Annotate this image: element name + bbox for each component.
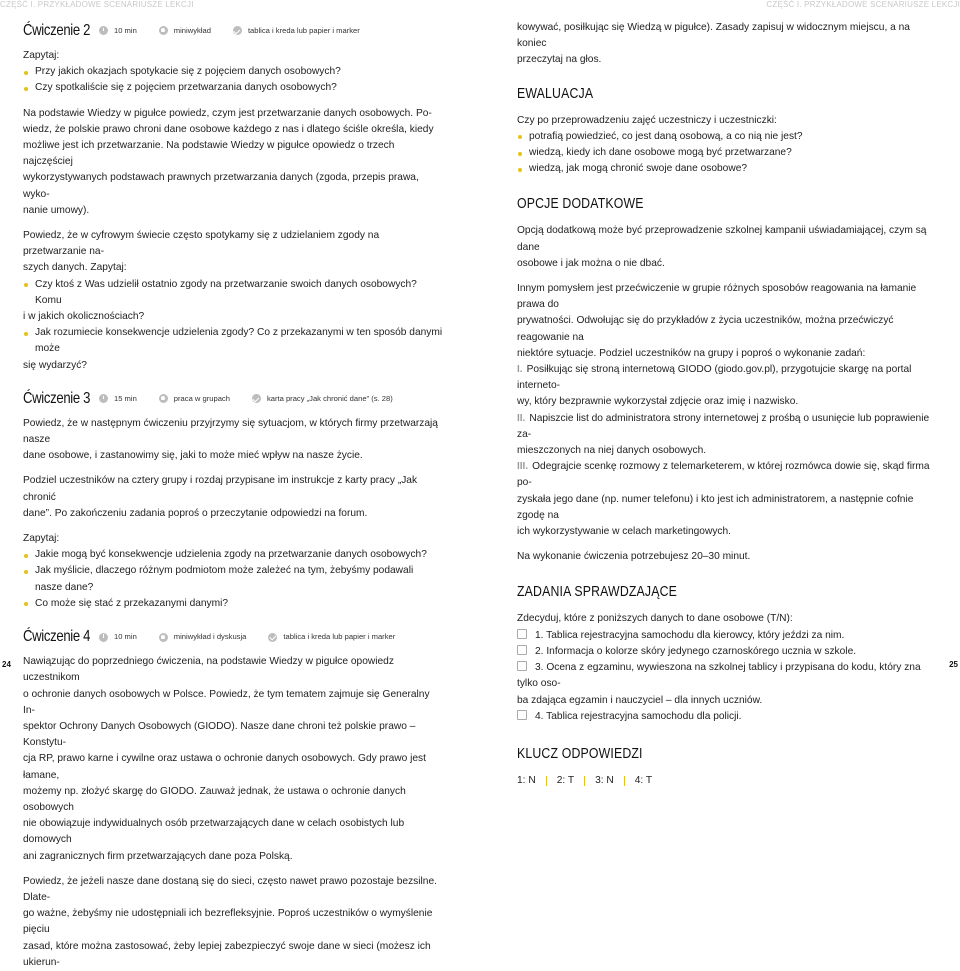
section-title-options: OPCJE DODATKOWE <box>517 195 644 213</box>
paragraph: Czy po przeprowadzeniu zajęć uczestniczy i uczestniczki: <box>517 114 777 126</box>
list-item: Jak rozumiecie konsekwencje udzielenia zgody? Co z przekazanymi w ten sposób danymi może <box>23 325 443 357</box>
paragraph: Powiedz, że w następnym ćwiczeniu przyjrzymy się sytuacjom, w których firmy przetwarzają nasze dane osobowe, i zastanowimy się, jaki to może mieć wpływ na nasze życie. <box>23 417 438 462</box>
paragraph: Innym pomysłem jest przećwiczenie w grupie różnych sposobów reagowania na łamanie prawa do prywatności. Odwołując się do przykładów z życia uczestników, można przećwiczyć reagowanie na niektóre sytuacje. Podziel uczestników na grupy i poproś o wykonanie zadań: <box>517 283 917 359</box>
answer-key <box>517 773 939 789</box>
paragraph: Na podstawie Wiedzy w pigułce powiedz, czym jest przetwarzanie danych osobowych. Po- wiedz, że polskie prawo chroni dane osobowe każdego z nas i dlatego ściśle określa, kiedy możliwe jest ich przetwarzanie. Na podstawie Wiedzy w pigułce opowiedz o trzech najczęściej wykorzystywanych podstawach prawnych przetwarzania danych (zgoda, przepis prawa, wyko- nanie umowy). <box>23 107 434 216</box>
test-item: 4. Tablica rejestracyjna samochodu dla policji. <box>517 709 939 725</box>
answer-key-2: 2: T <box>556 774 575 786</box>
paragraph: Zdecyduj, które z poniższych danych to dane osobowe (T/N): <box>517 613 793 625</box>
list-item: potrafią powiedzieć, co jest daną osobową, a co nią nie jest? <box>517 129 939 145</box>
exercise-3-time: 15 min <box>114 393 137 403</box>
task-item-cont: zyskała jego dane (np. numer telefonu) i kto jest ich administratorem, a następnie cofnie zgodę na <box>517 493 914 521</box>
checkbox-icon <box>517 710 527 720</box>
paragraph: kowywać, posiłkując się Wiedzą w pigułce). Zasady zapisuj w widocznym miejscu, a na koniec przeczytaj na głos. <box>517 22 910 66</box>
paragraph: Opcją dodatkową może być przeprowadzenie szkolnej kampanii uświadamiającej, czym są dane osobowe i jak można o nie dbać. <box>517 225 927 269</box>
test-item-cont: ba zdająca egzamin i nauczyciel – dla innych uczniów. <box>517 694 763 706</box>
section-title-key: KLUCZ ODPOWIEDZI <box>517 744 643 762</box>
left-column <box>23 20 443 971</box>
task-item-cont: ich wykorzystywanie w celach marketingowych. <box>517 526 732 538</box>
right-column <box>517 20 939 789</box>
running-header-right: CZĘŚĆ I. PRZYKŁADOWE SCENARIUSZE LEKCJI <box>766 0 960 9</box>
test-item: 3. Ocena z egzaminu, wywieszona na szkolnej tablicy i przypisana do kodu, który zna tylko oso- <box>517 662 921 690</box>
running-header-left: CZĘŚĆ I. PRZYKŁADOWE SCENARIUSZE LEKCJI <box>0 0 194 9</box>
list-item: Co może się stać z przekazanymi danymi? <box>23 596 443 612</box>
exercise-4-materials: tablica i kreda lub papier i marker <box>283 631 396 641</box>
clock-icon <box>99 26 108 35</box>
answer-key-3: 3: N <box>595 774 614 786</box>
paragraph: Nawiązując do poprzedniego ćwiczenia, na podstawie Wiedzy w pigułce opowiedz uczestnikom o ochronie danych osobowych w Polsce. Powiedz, że tym tematem zajmuje się Generalny In- spektor Ochrony Danych Osobowych (GIODO). Nasze dane chroni też polskie prawo – Konstytu- cja RP, prawo karne i cywilne oraz ustawa o ochronie danych osobowych. Gdy prawo jest łamane, możemy np. złożyć skargę do GIODO. Zauważ jednak, że ustawa o ochronie danych osobowych nie obowiązuje indywidualnych osób przetwarzających dane w celach osobistych lub domowych ani zagranicznych firm przetwarzających dane poza Polską. <box>23 656 430 862</box>
exercise-2-method: miniwykład <box>173 25 211 35</box>
list-item: Czy ktoś z Was udzielił ostatnio zgody na przetwarzanie swoich danych osobowych? Komu <box>23 277 443 309</box>
paragraph: Powiedz, że w cyfrowym świecie często spotykamy się z udzielaniem zgody na przetwarzanie na- szych danych. Zapytaj: <box>23 230 380 274</box>
task-item-cont: wy, który bezprawnie wykorzystał zdjęcie oraz imię i nazwisko. <box>517 396 799 408</box>
paragraph: Na wykonanie ćwiczenia potrzebujesz 20–30 minut. <box>517 551 751 563</box>
method-icon <box>159 394 168 403</box>
checkbox-icon <box>517 661 527 671</box>
list-item: Jak myślicie, dlaczego różnym podmiotom może zależeć na tym, żebyśmy podawali nasze dane? <box>23 563 443 595</box>
clock-icon <box>99 394 108 403</box>
exercise-3-title: Ćwiczenie 3 <box>23 389 91 407</box>
list-item: wiedzą, jak mogą chronić swoje dane osobowe? <box>517 161 939 177</box>
materials-icon <box>233 26 242 35</box>
paragraph: Podziel uczestników na cztery grupy i rozdaj przypisane im instrukcje z karty pracy „Jak chronić dane”. Po zakończeniu zadania poproś o przeczytanie odpowiedzi na forum. <box>23 475 418 519</box>
exercise-3-method: praca w grupach <box>173 393 230 403</box>
exercise-4-method: miniwykład i dyskusja <box>173 631 247 641</box>
exercise-3-materials: karta pracy „Jak chronić dane” (s. 28) <box>266 393 393 403</box>
page-number-right: 25 <box>949 660 958 669</box>
task-item-cont: mieszczonych na niej danych osobowych. <box>517 445 707 457</box>
checkbox-icon <box>517 645 527 655</box>
checkbox-icon <box>517 629 527 639</box>
exercise-2-header <box>23 20 443 42</box>
task-item: II. Napiszcie list do administratora strony internetowej z prośbą o usunięcie lub poprawienie za- <box>517 412 930 440</box>
page-number-left: 24 <box>2 660 11 669</box>
section-title-evaluation: EWALUACJA <box>517 84 594 102</box>
exercise-4-title: Ćwiczenie 4 <box>23 627 91 645</box>
questions-label: Zapytaj: <box>23 50 60 61</box>
list-item: Przy jakich okazjach spotykacie się z pojęciem danych osobowych? <box>23 64 443 80</box>
exercise-4-time: 10 min <box>114 631 137 641</box>
method-icon <box>159 633 168 642</box>
list-item: wiedzą, kiedy ich dane osobowe mogą być przetwarzane? <box>517 145 939 161</box>
section-title-test: ZADANIA SPRAWDZAJĄCE <box>517 583 678 601</box>
list-item: Jakie mogą być konsekwencje udzielenia zgody na przetwarzanie danych osobowych? <box>23 547 443 563</box>
method-icon <box>159 26 168 35</box>
paragraph: Powiedz, że jeżeli nasze dane dostaną się do sieci, często nawet prawo pozostaje bezsilne. Dlate- go ważne, żebyśmy nie udostępniali ich bezrefleksyjnie. Poproś uczestników o wymyślenie pięciu zasad, które można zastosować, żeby lepiej zabezpieczyć swoje dane w sieci (możesz ich ukierun- <box>23 875 437 968</box>
list-item-cont: się wydarzyć? <box>23 359 87 371</box>
exercise-2-time: 10 min <box>114 25 137 35</box>
clock-icon <box>99 633 108 642</box>
test-item: 1. Tablica rejestracyjna samochodu dla kierowcy, który jeździ za nim. <box>517 628 939 644</box>
task-item: III. Odegrajcie scenkę rozmowy z telemarketerem, w której rozmówca dowie się, skąd firma po- <box>517 461 930 489</box>
list-item: Czy spotkaliście się z pojęciem przetwarzania danych osobowych? <box>23 80 443 96</box>
exercise-4-header <box>23 626 443 648</box>
answer-key-4: 4: T <box>634 774 653 786</box>
questions-label: Zapytaj: <box>23 533 60 545</box>
answer-key-1: 1: N <box>517 774 536 786</box>
task-item: I. Posiłkując się stroną internetową GIODO (giodo.gov.pl), przygotujcie skargę na portal interneto- <box>517 364 912 392</box>
exercise-2-title: Ćwiczenie 2 <box>23 21 91 39</box>
exercise-3-header <box>23 388 443 410</box>
materials-icon <box>268 633 277 642</box>
exercise-2-materials: tablica i kreda lub papier i marker <box>247 25 360 35</box>
list-item-cont: i w jakich okolicznościach? <box>23 311 145 323</box>
test-item: 2. Informacja o kolorze skóry jedynego czarnoskórego ucznia w szkole. <box>517 644 939 660</box>
materials-icon <box>252 394 261 403</box>
